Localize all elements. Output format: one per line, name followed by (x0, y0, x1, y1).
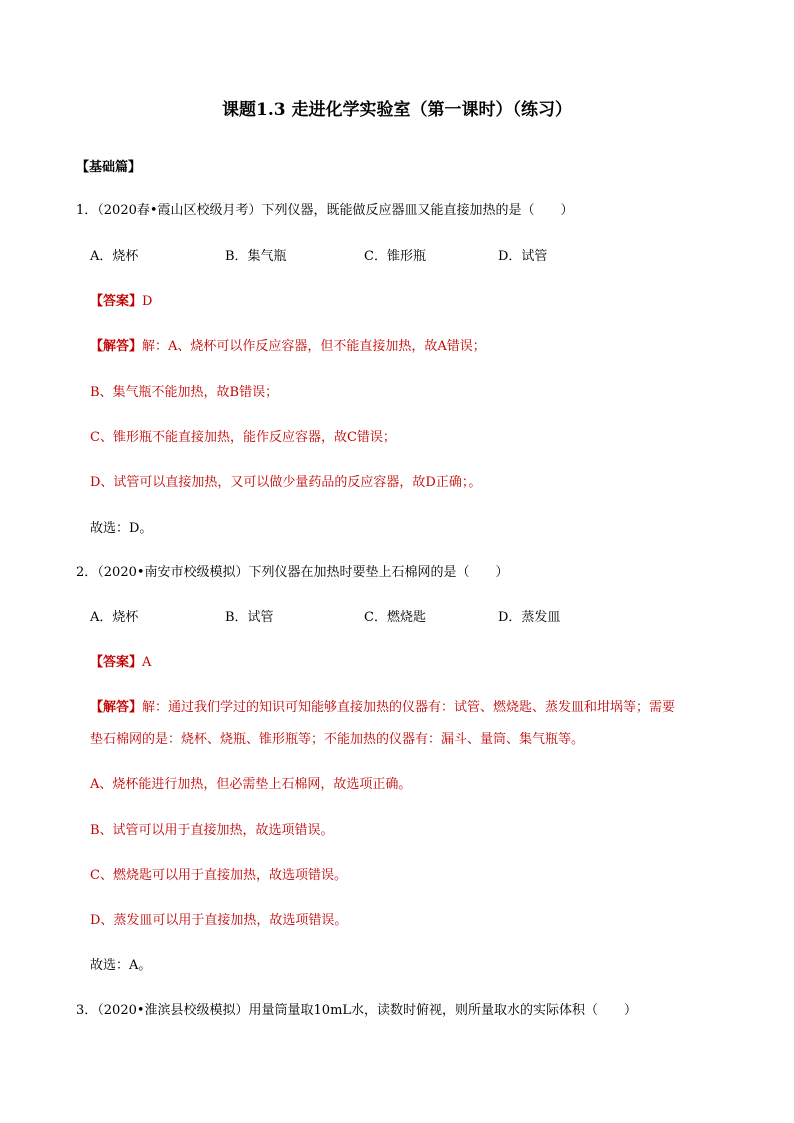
analysis-tag: 【解答】 (90, 700, 143, 715)
question-2-answer (90, 654, 151, 672)
question-2-analysis-line: A、烧杯能进行加热，但必需垫上石棉网，故选项正确。 (90, 777, 412, 792)
question-1-stem: 1．（2020春•霞山区校级月考）下列仪器，既能做反应器皿又能直接加热的是（ ） (76, 203, 574, 218)
answer-value: D (142, 294, 153, 309)
question-1-analysis-line (90, 338, 486, 356)
section-heading: 【基础篇】 (76, 160, 142, 175)
question-2-option-a: A．烧杯 (90, 610, 139, 625)
question-2-option-c: C．燃烧匙 (364, 610, 426, 625)
question-3-stem: 3．（2020•淮滨县校级模拟）用量筒量取10mL水，读数时俯视，则所量取水的实际体积（ ） (76, 1003, 638, 1018)
page-title: 课题1.3 走进化学实验室（第一课时）（练习） (222, 100, 572, 120)
answer-tag: 【答案】 (90, 655, 143, 670)
question-2-analysis-line: 垫石棉网的是：烧杯、烧瓶、锥形瓶等；不能加热的仪器有：漏斗、量筒、集气瓶等。 (90, 732, 585, 747)
question-2-stem: 2．（2020•南安市校级模拟）下列仪器在加热时要垫上石棉网的是（ ） (76, 565, 509, 580)
analysis-tag: 【解答】 (90, 339, 143, 354)
question-2-analysis-line (90, 699, 675, 717)
question-1-option-d: D．试管 (498, 249, 548, 264)
question-1-analysis-line: D、试管可以直接加热，又可以做少量药品的反应容器，故D正确；。 (90, 475, 482, 490)
question-1-answer (90, 293, 152, 311)
question-2-option-d: D．蒸发皿 (498, 610, 561, 625)
answer-tag: 【答案】 (90, 294, 143, 309)
question-2-analysis-line: B、试管可以用于直接加热，故选项错误。 (90, 823, 334, 838)
question-1-conclusion: 故选：D。 (90, 521, 153, 536)
answer-value: A (142, 655, 152, 670)
question-1-analysis-line: B、集气瓶不能加热，故B错误； (90, 385, 279, 400)
question-1-option-b: B．集气瓶 (225, 249, 287, 264)
question-1-option-c: C．锥形瓶 (364, 249, 426, 264)
analysis-text: 解：通过我们学过的知识可知能够直接加热的仪器有：试管、燃烧匙、蒸发皿和坩埚等；需要 (142, 700, 676, 715)
question-1-option-a: A．烧杯 (90, 249, 139, 264)
question-2-analysis-line: D、蒸发皿可以用于直接加热，故选项错误。 (90, 913, 348, 928)
question-1-analysis-line: C、锥形瓶不能直接加热，能作反应容器，故C错误； (90, 430, 396, 445)
question-2-option-b: B．试管 (225, 610, 274, 625)
question-2-analysis-line: C、燃烧匙可以用于直接加热，故选项错误。 (90, 868, 347, 883)
question-2-conclusion: 故选：A。 (90, 958, 152, 973)
analysis-text: 解：A、烧杯可以作反应容器，但不能直接加热，故A错误； (142, 339, 486, 354)
